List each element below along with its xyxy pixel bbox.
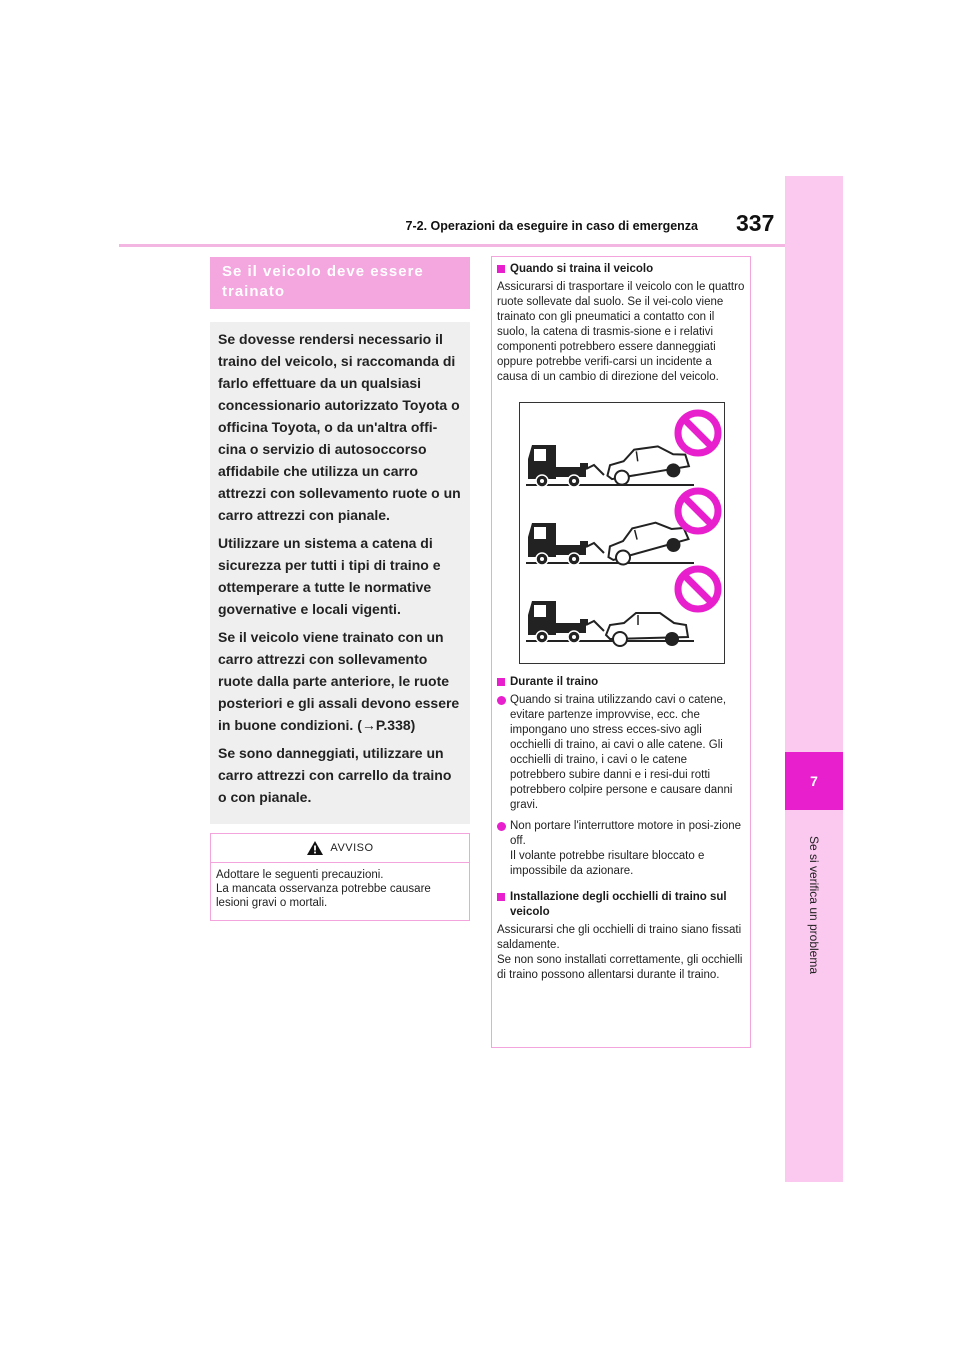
tow-scenario-2 <box>526 491 718 568</box>
header-rule <box>119 244 785 247</box>
note-heading-text: Installazione degli occhielli di traino sul veicolo <box>510 891 727 918</box>
round-bullet-icon <box>497 696 506 705</box>
chapter-title-tab <box>785 820 843 990</box>
section-title-line1: Se il veicolo deve essere <box>222 263 424 280</box>
towing-illustration <box>519 402 725 664</box>
tow-scenario-1 <box>526 413 718 487</box>
towing-diagram <box>520 403 724 663</box>
section-title <box>210 257 470 309</box>
warning-box <box>210 833 470 921</box>
info-box <box>210 322 470 824</box>
chapter-title: Se si verifica un problema <box>807 835 822 975</box>
note-text: Assicurarsi di trasportare il veicolo con le quattro ruote sollevate dal suolo. Se il vei-colo viene trainato con gli pneumatici a contatto con il suolo, la catena di trasmis-sione e i relativi componenti potrebbero essere danneggiati oppure potrebbe verifi-carsi un incidente a causa di un cambio di direzione del veicolo. <box>497 281 745 383</box>
note-bullet-text: Quando si traina utilizzando cavi o catene, evitare partenze improvvise, ecc. che impongano uno stress ecces-sivo agli occhielli di traino, ai cavi o alle catene. Gli occhielli di traino, i cavi o le catene potrebbero subire danni e i resi-dui rotti potrebbero colpire persone e causare danni gravi. <box>510 694 733 811</box>
running-header: 7-2. Operazioni da eseguire in caso di emergenza <box>405 219 698 233</box>
note-heading-text: Quando si traina il veicolo <box>510 263 654 275</box>
notes-box <box>491 256 751 1048</box>
note-bullet <box>497 819 745 879</box>
section-title-line2: trainato <box>222 283 286 300</box>
square-bullet-icon <box>497 265 505 273</box>
info-paragraph: Se dovesse rendersi necessario il traino del veicolo, si raccomanda di farlo effettuare da un qualsiasi concessionario autorizzato Toyota o officina Toyota, o da un'altra offi-cina o servizio di autosoccorso affidabile che utilizza un carro attrezzi con sollevamento ruote o un carro attrezzi con pianale. <box>218 331 461 523</box>
note-bullet-line: Il volante potrebbe risultare bloccato e impossibile da azionare. <box>510 850 705 877</box>
note-text-line: Assicurarsi che gli occhielli di traino siano fissati saldamente. <box>497 924 742 951</box>
warning-text-line: Adottare le seguenti precauzioni. <box>216 869 384 881</box>
note-bullet-text <box>510 819 745 879</box>
chapter-number: 7 <box>810 773 818 789</box>
tow-scenario-3 <box>526 569 718 646</box>
note-text-line: Se non sono installati correttamente, gli occhielli di traino possono allentarsi durante il traino. <box>497 954 743 981</box>
warning-icon <box>306 840 324 856</box>
square-bullet-icon <box>497 678 505 686</box>
info-paragraph: Se il veicolo viene trainato con un carro attrezzi con sollevamento ruote dalla parte anteriore, le ruote posteriori e gli assali devono essere in buone condizioni. (→P.338) <box>218 629 460 733</box>
page-number: 337 <box>736 210 775 236</box>
warning-label: AVVISO <box>330 842 374 854</box>
chapter-number-tab[interactable] <box>785 752 843 810</box>
note-heading-text: Durante il traino <box>510 676 599 688</box>
square-bullet-icon <box>497 893 505 901</box>
warning-text <box>211 863 469 915</box>
note-heading <box>497 262 745 277</box>
warning-text-line: La mancata osservanza potrebbe causare lesioni gravi o mortali. <box>216 883 431 909</box>
info-paragraph: Se sono danneggiati, utilizzare un carro attrezzi con carrello da traino o con pianale. <box>218 745 452 805</box>
round-bullet-icon <box>497 822 506 831</box>
info-paragraph: Utilizzare un sistema a catena di sicurezza per tutti i tipi di traino e ottemperare a tutte le normative governative e locali vigenti. <box>218 535 441 617</box>
warning-header <box>211 834 469 863</box>
chapter-side-tab <box>785 176 843 1182</box>
note-bullet-line: Non portare l'interruttore motore in posi-zione off. <box>510 820 742 847</box>
note-heading <box>497 890 745 920</box>
note-bullet <box>497 693 745 813</box>
note-heading <box>497 675 745 690</box>
note-text <box>497 923 745 983</box>
